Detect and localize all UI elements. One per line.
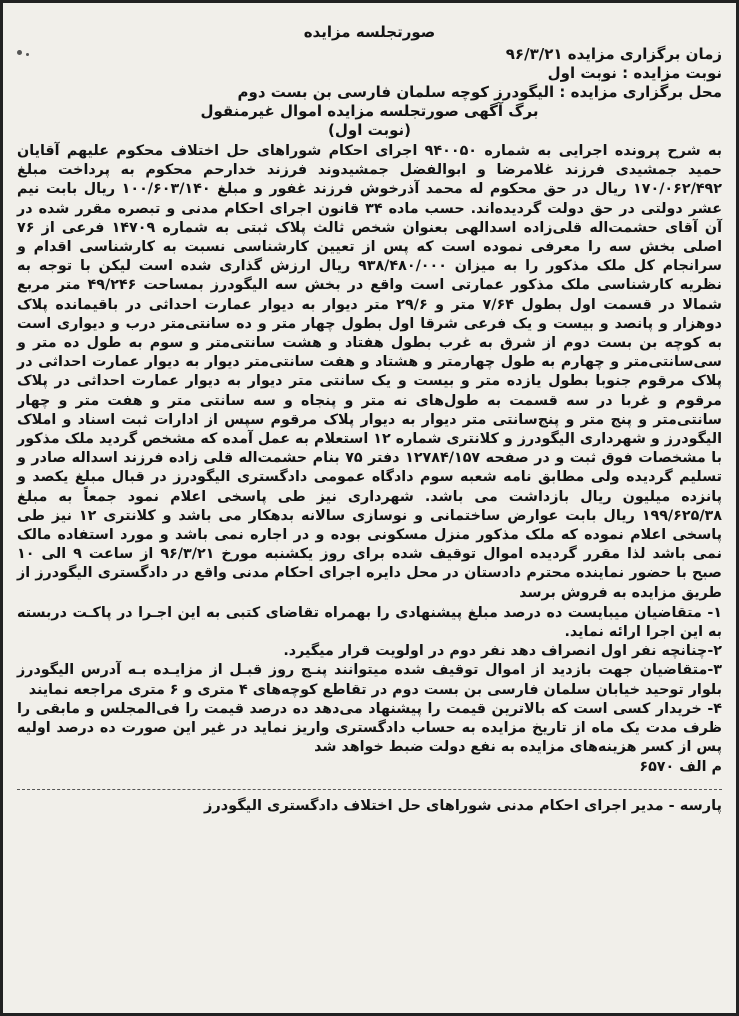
print-speck [26,53,29,56]
condition-item: ۳-متقاضیان جهت بازدید از اموال توقیف شده میتوانند پنـج روز قبـل از مزایـده بـه آدرس الیگودرز بلوار توحید خیابان سلمان فارسی بن بست دوم در تقاطع کوچه‌های ۴ متری و ۶ متری مراجعه نمایند [17,662,722,698]
print-speck [17,50,22,55]
auction-round: نوبت مزایده : نوبت اول [547,64,722,82]
auction-venue: محل برگزاری مزایده : الیگودرز کوچه سلمان فارسی بن بست دوم [237,83,722,101]
ad-round: (نوبت اول) [328,121,411,139]
condition-item: ۴- خریدار کسی است که بالاترین قیمت را پیشنهاد می‌دهد ده درصد قیمت را فی‌المجلس و مابقی را ظرف مدت یک ماه از تاریخ مزایده به حساب دادگستری واریز نماید در غیر این صورت ده درصد اولیه پس از کسر هزینه‌های مزایده به نفع دولت ضبط خواهد شد [17,700,722,756]
condition-item: ۲-چنانچه نفر اول انصراف دهد نفر دوم در اولویت قرار میگیرد. [283,643,722,660]
signature-divider [17,789,722,790]
reference-number: م الف ۶۵۷۰ [639,758,722,775]
notice-content [3,3,736,816]
notice-body: به شرح پرونده اجرایی به شماره ۹۴۰۰۵۰ اجرای احکام شوراهای حل اختلاف محکوم علیهم آقایان حمید جمشیدی فرزند غلامرضا و ابوالفضل جمشیدوند فرزند خدارحم محکوم به پرداخت مبلغ ۱۷۰/۰۶۲/۴۹۲ ریال در حق محکوم له محمد آذرخوش فرزند غفور و مبلغ ۱۰۰/۶۰۳/۱۴۰ ریال بابت نیم عشر دولتی در حق دولت گردیده‌اند. حسب ماده ۳۴ قانون اجرای احکام مدنی و تبصره مقرر شده در آن آقای حشمت‌اله قلی‌زاده اسدالهی بعنوان شخص ثالث پلاک ثبتی به شماره ۱۴۷۰۹ فرعی از ۷۶ اصلی بخش سه را معرفی نموده است که پس از تعیین کارشناسی نسبت به کارشناسی اقدام و سرانجام کل ملک مذکور را به میزان ۹۳۸/۴۸۰/۰۰۰ ریال ارزش گذاری شده است لیکن با توجه به نظریه کارشناسی ملک مذکور عمارتی است واقع در بخش سه الیگودرز بمساحت ۴۹/۲۴۶ متر مربع شمالا در قسمت اول بطول ۷/۶۴ متر و ۲۹/۶ متر دیوار به دیوار عمارت احداثی در باقیمانده پلاک دوهزار و پانصد و بیست و یک فرعی شرقا اول بطول چهار متر و ده سانتی‌متر درب و دیواری است به کوچه بن بست دوم از شرق به غرب بطول هفتاد و هشت سانتی‌متر و سوم به طول ده متر و سی‌سانتی‌متر و چهارم به طول چهارمتر و هشتاد و هفت سانتی‌متر دیوار به دیوار عمارت احداثی در پلاک مرقوم جنوبا بطول یازده متر و بیست و یک سانتی متر دیوار به دیوار عمارت احداثی در پلاک مرقوم و غربا در سه قسمت به طول‌های نه متر و پنجاه و سه سانتی متر و هفت متر و چهار سانتی‌متر و پنج متر و پنج‌سانتی متر دیوار به دیوار پلاک مرقوم سپس از ادارات ثبت اسناد و املاک الیگودرز و شهرداری الیگودرز و کلانتری شماره ۱۲ استعلام به عمل آمده که مشخص گردید ملک مذکور با مشخصات فوق ثبت و در صفحه ۱۲۷۸۴/۱۵۷ دفتر ۷۵ بنام حشمت‌اله قلی زاده فرزند اسداله صادر و تسلیم گردیده ولی مطابق نامه شعبه سوم دادگاه عمومی دادگستری الیگودرز در قبال مبلغ یکصد و پانزده میلیون ریال بازداشت می باشد. شهرداری نیز طی پاسخی اعلام نمود جمعاً به مبلغ ۱۹۹/۶۲۵/۳۸ ریال بابت عوارض ساختمانی و نوسازی سالانه بدهکار می باشد و کلانتری ۱۲ نیز طی پاسخی اعلام نموده که ملک مذکور منزل مسکونی بوده و در اجاره نمی باشد و مورد استفاده مالک نمی باشد لذا مقرر گردیده اموال توقیف شده برای روز یکشنبه مورخ ۹۶/۳/۲۱ از ساعت ۹ الی ۱۰ صبح با حضور نماینده محترم دادستان در محل دایره اجرای احکام مدنی واقع در دادگستری الیگودرز از طریق مزایده به فروش برسد [17,143,723,601]
conditions-list [17,604,722,758]
notice-heading: صورتجلسه مزایده [303,23,436,41]
auction-time: زمان برگزاری مزایده ۹۶/۳/۲۱ [505,45,722,63]
condition-item: ۱- متقاضیان میبایست ده درصد مبلغ پیشنهادی را بهمراه تقاضای کتبی به این اجـرا در پاکـت دربسته به این اجرا ارائه نماید. [17,604,722,641]
signature-line: پارسه - مدیر اجرای احکام مدنی شوراهای حل اختلاف دادگستری الیگودرز [204,797,722,814]
ad-title: برگ آگهی صورتجلسه مزایده اموال غیرمنقول [200,102,539,120]
